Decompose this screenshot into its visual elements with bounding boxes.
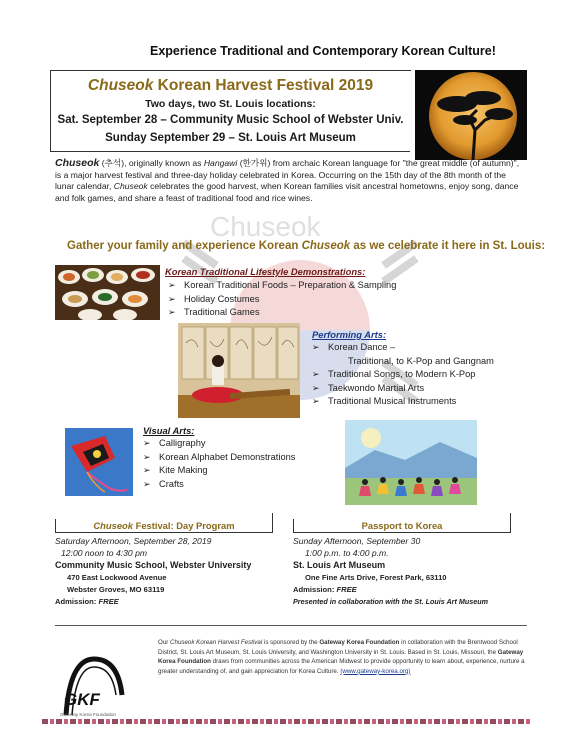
day-program-header: Chuseok Festival: Day Program xyxy=(55,519,273,533)
footer-divider xyxy=(55,625,527,626)
sponsor-paragraph: Our Chuseok Korean Harvest Festival is sponsored by the Gateway Korea Foundation in collaboration with the Brentwood School District, St. Louis Art Museum, St. Louis University, and Washington University in St. Louis. Based in St. Louis, Missouri, the Gateway Korea Foundation draws from communities across the American Midwest to provide opportunity to learn about, experience, nurture a greater understanding of, and gain appreciation for Korea Culture. (www.gateway-korea.org) xyxy=(158,639,525,675)
page-tagline: Experience Traditional and Contemporary Korean Culture! xyxy=(150,44,496,58)
full-moon-tree-photo xyxy=(415,70,527,160)
gkf-logo-caption: Gateway Korea Foundation xyxy=(60,712,116,717)
passport-date: Sunday Afternoon, September 30 xyxy=(293,536,421,546)
list-item: ➢ Traditional Musical Instruments xyxy=(312,395,494,409)
gkf-logo-text: GKF xyxy=(64,690,100,709)
list-item: ➢ Korean Alphabet Demonstrations xyxy=(143,451,295,465)
day-program-details xyxy=(55,535,285,608)
list-item: ➢ Traditional Songs, to Modern K-Pop xyxy=(312,368,494,382)
lifestyle-section-title: Korean Traditional Lifestyle Demonstrations: xyxy=(165,266,366,277)
village-festival-illustration xyxy=(345,420,477,505)
festival-day1: Sat. September 28 – Community Music School of Webster Univ. xyxy=(57,114,404,126)
festival-title: Chuseok Korean Harvest Festival 2019 xyxy=(87,77,374,94)
lifestyle-list xyxy=(168,279,396,320)
day-program-venue: Community Music School, Webster University xyxy=(55,560,252,571)
day-program-time: 12:00 noon to 4:30 pm xyxy=(61,548,148,559)
list-item: ➢ Korean Traditional Foods – Preparation & Sampling xyxy=(168,279,396,293)
day-program-admission: Admission: FREE xyxy=(55,597,119,607)
passport-admission: Admission: FREE xyxy=(293,584,357,594)
gather-heading: Gather your family and experience Korean Chuseok as we celebrate it here in St. Louis: xyxy=(67,240,546,252)
korean-food-photo xyxy=(55,265,160,320)
performing-section-title: Performing Arts: xyxy=(312,329,387,340)
list-item: Traditional, to K-Pop and Gangnam xyxy=(348,355,494,366)
passport-address: One Fine Arts Drive, Forest Park, 63110 xyxy=(305,572,447,582)
passport-venue: St. Louis Art Museum xyxy=(293,560,386,571)
decorative-border-strip xyxy=(42,719,532,724)
list-item: ➢ Calligraphy xyxy=(143,437,295,451)
kite-photo xyxy=(65,428,133,496)
traditional-musician-photo xyxy=(178,323,300,418)
day-program-date: Saturday Afternoon, September 28, 2019 xyxy=(55,536,212,546)
passport-details xyxy=(293,535,533,608)
visual-list xyxy=(143,437,295,491)
list-item: ➢ Korean Dance – xyxy=(312,341,494,355)
intro-paragraph: Chuseok (추석), originally known as Hangawi (한가위) from archaic Korean language for "the great middle (of autumn)", is a major harvest festival and three-day holiday celebrated in Korea. Occurring on the 15th day of the 8th month of the lunar calendar, Chuseok celebrates the good harvest, when Korean families visit ancestral hometowns, enjoy song, dance and folk games, and share a feast of traditional food and rice wines. xyxy=(55,157,520,203)
passport-time: 1:00 p.m. to 4:00 p.m. xyxy=(305,548,389,559)
list-item: ➢ Crafts xyxy=(143,478,295,492)
visual-section-title: Visual Arts: xyxy=(143,425,195,436)
passport-header: Passport to Korea xyxy=(293,519,511,533)
performing-list xyxy=(312,341,494,409)
foundation-website-link[interactable]: (www.gateway-korea.org) xyxy=(340,667,411,675)
day-program-address-1: 470 East Lockwood Avenue xyxy=(67,572,167,582)
svg-text:Chuseok: Chuseok xyxy=(210,211,321,242)
day-program-address-2: Webster Groves, MO 63119 xyxy=(67,584,165,594)
passport-note: Presented in collaboration with the St. Louis Art Museum xyxy=(293,597,489,607)
list-item: ➢ Traditional Games xyxy=(168,306,396,320)
list-item: ➢ Taekwondo Martial Arts xyxy=(312,382,494,396)
festival-day2: Sunday September 29 – St. Louis Art Museum xyxy=(105,132,356,144)
list-item: ➢ Holiday Costumes xyxy=(168,293,396,307)
festival-subtitle: Two days, two St. Louis locations: xyxy=(145,98,316,110)
festival-title-box xyxy=(50,70,410,152)
list-item: ➢ Kite Making xyxy=(143,464,295,478)
